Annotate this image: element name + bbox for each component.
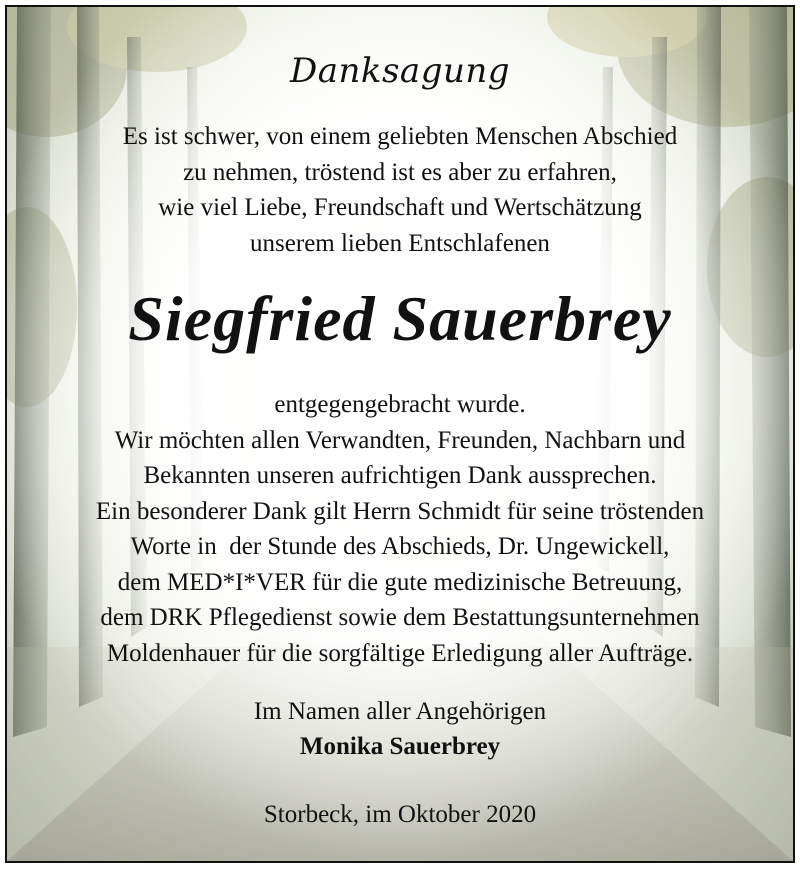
body-line: Moldenhauer für die sorgfältige Erledigung aller Aufträge.	[106, 639, 694, 667]
body-line: dem MED*I*VER für die gute medizinische Betreuung,	[117, 568, 683, 596]
place-and-date: Storbeck, im Oktober 2020	[263, 801, 537, 828]
signature-intro: Im Namen aller Angehörigen	[253, 698, 547, 725]
body-line: Wir möchten allen Verwandten, Freunden, Nachbarn und	[114, 426, 686, 454]
notice-heading: Danksagung	[289, 51, 511, 91]
intro-paragraph	[7, 119, 793, 261]
intro-line: Es ist schwer, von einem geliebten Menschen Abschied	[122, 123, 678, 150]
intro-line: unserem lieben Entschlafenen	[250, 229, 550, 257]
intro-line: wie viel Liebe, Freundschaft und Wertschätzung	[158, 194, 642, 221]
body-line: Bekannten unseren aufrichtigen Dank aussprechen.	[143, 462, 657, 489]
deceased-name: Siegfried Sauerbrey	[128, 283, 672, 354]
thanks-paragraph	[7, 387, 793, 671]
body-line: Ein besonderer Dank gilt Herrn Schmidt für seine tröstenden	[95, 497, 705, 525]
obituary-card	[5, 5, 795, 863]
body-line: entgegengebracht wurde.	[274, 391, 526, 418]
intro-line: zu nehmen, tröstend ist es aber zu erfahren,	[183, 158, 617, 186]
body-line: Worte in der Stunde des Abschieds, Dr. Ungewickell,	[130, 533, 670, 560]
body-line: dem DRK Pflegedienst sowie dem Bestattungsunternehmen	[100, 604, 700, 631]
signature-name: Monika Sauerbrey	[299, 733, 501, 760]
